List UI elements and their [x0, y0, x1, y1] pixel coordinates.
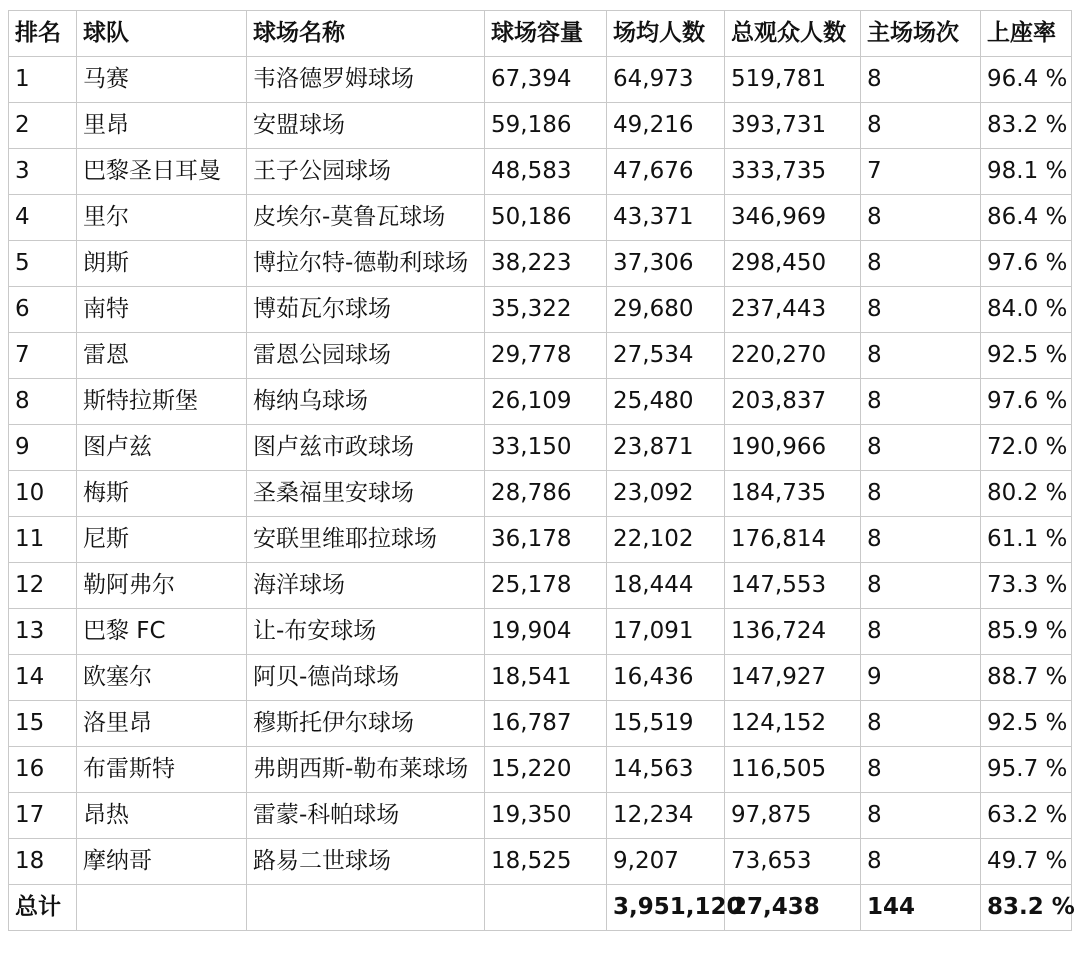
cell-capacity: 29,778 — [485, 333, 607, 379]
cell-home-games: 8 — [861, 333, 981, 379]
cell-team: 尼斯 — [77, 517, 247, 563]
cell-capacity: 67,394 — [485, 57, 607, 103]
cell-avg-attendance: 14,563 — [607, 747, 725, 793]
cell-occupancy: 97.6 % — [981, 379, 1072, 425]
cell-occupancy: 72.0 % — [981, 425, 1072, 471]
cell-capacity: 26,109 — [485, 379, 607, 425]
cell-stadium: 韦洛德罗姆球场 — [247, 57, 485, 103]
cell-total-attendance: 184,735 — [725, 471, 861, 517]
cell-team: 巴黎 FC — [77, 609, 247, 655]
table-row — [9, 563, 1072, 609]
cell-capacity: 33,150 — [485, 425, 607, 471]
cell-stadium: 皮埃尔-莫鲁瓦球场 — [247, 195, 485, 241]
cell-total-attendance: 124,152 — [725, 701, 861, 747]
cell-rank: 6 — [9, 287, 77, 333]
cell-total-attendance: 203,837 — [725, 379, 861, 425]
cell-stadium: 让-布安球场 — [247, 609, 485, 655]
header-home-games: 主场场次 — [861, 11, 981, 57]
cell-total-attendance: 298,450 — [725, 241, 861, 287]
cell-team: 里昂 — [77, 103, 247, 149]
cell-total-attendance: 393,731 — [725, 103, 861, 149]
table-row — [9, 57, 1072, 103]
table-row — [9, 517, 1072, 563]
cell-avg-attendance: 12,234 — [607, 793, 725, 839]
cell-team: 洛里昂 — [77, 701, 247, 747]
cell-rank: 13 — [9, 609, 77, 655]
cell-team: 梅斯 — [77, 471, 247, 517]
total-home-games: 144 — [861, 885, 981, 931]
cell-occupancy: 73.3 % — [981, 563, 1072, 609]
cell-avg-attendance: 22,102 — [607, 517, 725, 563]
cell-home-games: 8 — [861, 287, 981, 333]
cell-capacity: 18,525 — [485, 839, 607, 885]
cell-total-attendance: 220,270 — [725, 333, 861, 379]
cell-team: 摩纳哥 — [77, 839, 247, 885]
cell-total-attendance: 73,653 — [725, 839, 861, 885]
cell-rank: 5 — [9, 241, 77, 287]
cell-home-games: 8 — [861, 701, 981, 747]
cell-avg-attendance: 47,676 — [607, 149, 725, 195]
cell-stadium: 图卢兹市政球场 — [247, 425, 485, 471]
table-row — [9, 149, 1072, 195]
cell-capacity: 19,904 — [485, 609, 607, 655]
cell-home-games: 8 — [861, 425, 981, 471]
cell-avg-attendance: 37,306 — [607, 241, 725, 287]
cell-stadium: 安联里维耶拉球场 — [247, 517, 485, 563]
cell-occupancy: 61.1 % — [981, 517, 1072, 563]
cell-team: 欧塞尔 — [77, 655, 247, 701]
cell-stadium: 穆斯托伊尔球场 — [247, 701, 485, 747]
cell-home-games: 7 — [861, 149, 981, 195]
cell-capacity: 50,186 — [485, 195, 607, 241]
cell-home-games: 8 — [861, 379, 981, 425]
cell-team: 昂热 — [77, 793, 247, 839]
table-row — [9, 793, 1072, 839]
cell-occupancy: 92.5 % — [981, 333, 1072, 379]
total-stadium-empty — [247, 885, 485, 931]
cell-occupancy: 86.4 % — [981, 195, 1072, 241]
cell-team: 南特 — [77, 287, 247, 333]
cell-home-games: 8 — [861, 471, 981, 517]
table-row — [9, 839, 1072, 885]
total-value-2: 27,438 — [725, 885, 861, 931]
cell-home-games: 8 — [861, 839, 981, 885]
cell-home-games: 8 — [861, 793, 981, 839]
cell-home-games: 8 — [861, 517, 981, 563]
cell-total-attendance: 136,724 — [725, 609, 861, 655]
cell-home-games: 8 — [861, 563, 981, 609]
cell-rank: 14 — [9, 655, 77, 701]
cell-avg-attendance: 17,091 — [607, 609, 725, 655]
cell-stadium: 安盟球场 — [247, 103, 485, 149]
cell-rank: 8 — [9, 379, 77, 425]
cell-team: 朗斯 — [77, 241, 247, 287]
cell-home-games: 8 — [861, 747, 981, 793]
header-capacity: 球场容量 — [485, 11, 607, 57]
total-row — [9, 885, 1072, 931]
cell-home-games: 8 — [861, 57, 981, 103]
cell-total-attendance: 147,553 — [725, 563, 861, 609]
cell-stadium: 博茹瓦尔球场 — [247, 287, 485, 333]
cell-rank: 12 — [9, 563, 77, 609]
cell-team: 巴黎圣日耳曼 — [77, 149, 247, 195]
cell-total-attendance: 97,875 — [725, 793, 861, 839]
cell-total-attendance: 237,443 — [725, 287, 861, 333]
cell-avg-attendance: 16,436 — [607, 655, 725, 701]
cell-rank: 11 — [9, 517, 77, 563]
cell-capacity: 19,350 — [485, 793, 607, 839]
cell-team: 雷恩 — [77, 333, 247, 379]
cell-avg-attendance: 25,480 — [607, 379, 725, 425]
header-row — [9, 11, 1072, 57]
attendance-table — [8, 10, 1075, 931]
cell-occupancy: 80.2 % — [981, 471, 1072, 517]
cell-capacity: 28,786 — [485, 471, 607, 517]
header-total-attendance: 总观众人数 — [725, 11, 861, 57]
cell-stadium: 阿贝-德尚球场 — [247, 655, 485, 701]
total-team-empty — [77, 885, 247, 931]
cell-total-attendance: 333,735 — [725, 149, 861, 195]
cell-rank: 1 — [9, 57, 77, 103]
cell-avg-attendance: 43,371 — [607, 195, 725, 241]
cell-capacity: 16,787 — [485, 701, 607, 747]
cell-avg-attendance: 64,973 — [607, 57, 725, 103]
table-row — [9, 287, 1072, 333]
cell-total-attendance: 190,966 — [725, 425, 861, 471]
cell-stadium: 博拉尔特-德勒利球场 — [247, 241, 485, 287]
table-row — [9, 103, 1072, 149]
cell-stadium: 路易二世球场 — [247, 839, 485, 885]
cell-home-games: 8 — [861, 609, 981, 655]
cell-occupancy: 88.7 % — [981, 655, 1072, 701]
cell-capacity: 59,186 — [485, 103, 607, 149]
table-row — [9, 655, 1072, 701]
cell-home-games: 8 — [861, 103, 981, 149]
cell-capacity: 18,541 — [485, 655, 607, 701]
cell-team: 里尔 — [77, 195, 247, 241]
cell-rank: 3 — [9, 149, 77, 195]
cell-rank: 17 — [9, 793, 77, 839]
cell-total-attendance: 176,814 — [725, 517, 861, 563]
cell-total-attendance: 346,969 — [725, 195, 861, 241]
total-value-1: 3,951,120 — [607, 885, 725, 931]
table-row — [9, 471, 1072, 517]
cell-rank: 4 — [9, 195, 77, 241]
cell-rank: 15 — [9, 701, 77, 747]
cell-avg-attendance: 9,207 — [607, 839, 725, 885]
cell-rank: 9 — [9, 425, 77, 471]
table-row — [9, 701, 1072, 747]
cell-stadium: 梅纳乌球场 — [247, 379, 485, 425]
cell-capacity: 15,220 — [485, 747, 607, 793]
cell-team: 斯特拉斯堡 — [77, 379, 247, 425]
cell-capacity: 38,223 — [485, 241, 607, 287]
cell-home-games: 8 — [861, 241, 981, 287]
cell-occupancy: 95.7 % — [981, 747, 1072, 793]
cell-rank: 10 — [9, 471, 77, 517]
cell-rank: 18 — [9, 839, 77, 885]
cell-rank: 2 — [9, 103, 77, 149]
cell-team: 勒阿弗尔 — [77, 563, 247, 609]
cell-rank: 7 — [9, 333, 77, 379]
header-rank: 排名 — [9, 11, 77, 57]
cell-total-attendance: 116,505 — [725, 747, 861, 793]
cell-stadium: 圣桑福里安球场 — [247, 471, 485, 517]
cell-total-attendance: 519,781 — [725, 57, 861, 103]
cell-avg-attendance: 23,092 — [607, 471, 725, 517]
cell-avg-attendance: 23,871 — [607, 425, 725, 471]
table-row — [9, 609, 1072, 655]
cell-stadium: 王子公园球场 — [247, 149, 485, 195]
cell-capacity: 36,178 — [485, 517, 607, 563]
total-capacity-empty — [485, 885, 607, 931]
cell-home-games: 8 — [861, 195, 981, 241]
cell-capacity: 35,322 — [485, 287, 607, 333]
cell-stadium: 雷恩公园球场 — [247, 333, 485, 379]
header-stadium: 球场名称 — [247, 11, 485, 57]
cell-avg-attendance: 29,680 — [607, 287, 725, 333]
table-row — [9, 333, 1072, 379]
cell-occupancy: 96.4 % — [981, 57, 1072, 103]
cell-avg-attendance: 27,534 — [607, 333, 725, 379]
table-row — [9, 425, 1072, 471]
cell-stadium: 雷蒙-科帕球场 — [247, 793, 485, 839]
cell-avg-attendance: 49,216 — [607, 103, 725, 149]
cell-capacity: 48,583 — [485, 149, 607, 195]
table-row — [9, 747, 1072, 793]
cell-occupancy: 92.5 % — [981, 701, 1072, 747]
cell-capacity: 25,178 — [485, 563, 607, 609]
cell-team: 图卢兹 — [77, 425, 247, 471]
cell-occupancy: 84.0 % — [981, 287, 1072, 333]
cell-occupancy: 97.6 % — [981, 241, 1072, 287]
cell-team: 布雷斯特 — [77, 747, 247, 793]
cell-rank: 16 — [9, 747, 77, 793]
cell-occupancy: 85.9 % — [981, 609, 1072, 655]
header-avg-attendance: 场均人数 — [607, 11, 725, 57]
table-row — [9, 379, 1072, 425]
table-row — [9, 195, 1072, 241]
cell-home-games: 9 — [861, 655, 981, 701]
cell-total-attendance: 147,927 — [725, 655, 861, 701]
table-row — [9, 241, 1072, 287]
header-occupancy: 上座率 — [981, 11, 1072, 57]
cell-occupancy: 98.1 % — [981, 149, 1072, 195]
cell-occupancy: 63.2 % — [981, 793, 1072, 839]
cell-stadium: 弗朗西斯-勒布莱球场 — [247, 747, 485, 793]
total-label: 总计 — [9, 885, 77, 931]
total-occupancy: 83.2 % — [981, 885, 1072, 931]
cell-occupancy: 83.2 % — [981, 103, 1072, 149]
cell-team: 马赛 — [77, 57, 247, 103]
header-team: 球队 — [77, 11, 247, 57]
cell-avg-attendance: 18,444 — [607, 563, 725, 609]
cell-stadium: 海洋球场 — [247, 563, 485, 609]
cell-occupancy: 49.7 % — [981, 839, 1072, 885]
cell-avg-attendance: 15,519 — [607, 701, 725, 747]
